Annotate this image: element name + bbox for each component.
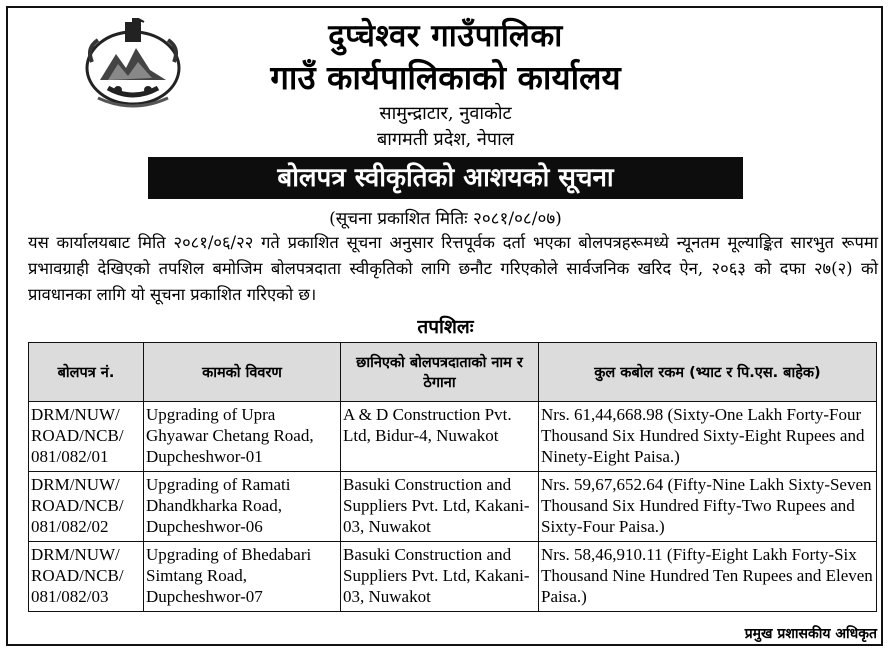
cell-bid-no: DRM/NUW/ ROAD/NCB/ 081/082/03 [29, 542, 144, 612]
cell-bid-no: DRM/NUW/ ROAD/NCB/ 081/082/01 [29, 402, 144, 472]
address-line-1: सामुन्द्राटार, नुवाकोट [379, 103, 512, 124]
cell-amount: Nrs. 59,67,652.64 (Fifty-Nine Lakh Sixty-Seven Thousand Six Hundred Fifty-Two Rupees and Sixty-Four Paisa.) [539, 472, 877, 542]
cell-work: Upgrading of Ramati Dhandkharka Road, Dupcheshwor-06 [144, 472, 341, 542]
table-header-row [29, 343, 877, 402]
cell-amount: Nrs. 58,46,910.11 (Fifty-Eight Lakh Forty-Six Thousand Nine Hundred Ten Rupees and Eleven Paisa.) [539, 542, 877, 612]
header-work: कामको विवरण [144, 343, 341, 402]
cell-bidder: Basuki Construction and Suppliers Pvt. Ltd, Kakani-03, Nuwakot [341, 542, 539, 612]
header-bidder: छानिएको बोलपत्रदाताको नाम र ठेगाना [341, 343, 539, 402]
cell-amount: Nrs. 61,44,668.98 (Sixty-One Lakh Forty-Four Thousand Six Hundred Sixty-Eight Rupees and Ninety-Eight Paisa.) [539, 402, 877, 472]
table-row [29, 402, 877, 472]
details-title: तपशिलः [417, 316, 474, 338]
cell-work: Upgrading of Bhedabari Simtang Road, Dupcheshwor-07 [144, 542, 341, 612]
published-date: (सूचना प्रकाशित मितिः २०८१/०८/०७) [329, 209, 562, 229]
header-amount: कुल कबोल रकम (भ्याट र पि.एस. बाहेक) [539, 343, 877, 402]
header-bid-no: बोलपत्र नं. [29, 343, 144, 402]
address-line-2: बागमती प्रदेश, नेपाल [376, 129, 515, 150]
table-row [29, 542, 877, 612]
notice-title: बोलपत्र स्वीकृतिको आशयको सूचना [148, 157, 743, 199]
cell-work: Upgrading of Upra Ghyawar Chetang Road, Dupcheshwor-01 [144, 402, 341, 472]
notice-body: यस कार्यालयबाट मिति २०८१/०६/२२ गते प्रकाशित सूचना अनुसार रित्तपूर्वक दर्ता भएका बोलपत्रहरूमध्ये न्यूनतम मूल्याङ्कित सारभुत रूपमा प्रभावग्राही देखिएको तपशिल बमोजिम बोलपत्रदाता स्वीकृतिको लागि छनौट गरिएकोले सार्वजनिक खरिद ऐन, २०६३ को दफा २७(२) को प्रावधानका लागि यो सूचना प्रकाशित गरिएको छ। [28, 233, 878, 304]
table-row [29, 472, 877, 542]
cell-bidder: Basuki Construction and Suppliers Pvt. Ltd, Kakani-03, Nuwakot [341, 472, 539, 542]
award-table [28, 342, 877, 612]
signature-title: प्रमुख प्रशासकीय अधिकृत [744, 626, 877, 642]
office-name: गाउँ कार्यपालिकाको कार्यालय [270, 58, 621, 97]
municipality-name: दुप्चेश्वर गाउँपालिका [328, 18, 563, 54]
cell-bidder: A & D Construction Pvt. Ltd, Bidur-4, Nuwakot [341, 402, 539, 472]
cell-bid-no: DRM/NUW/ ROAD/NCB/ 081/082/02 [29, 472, 144, 542]
